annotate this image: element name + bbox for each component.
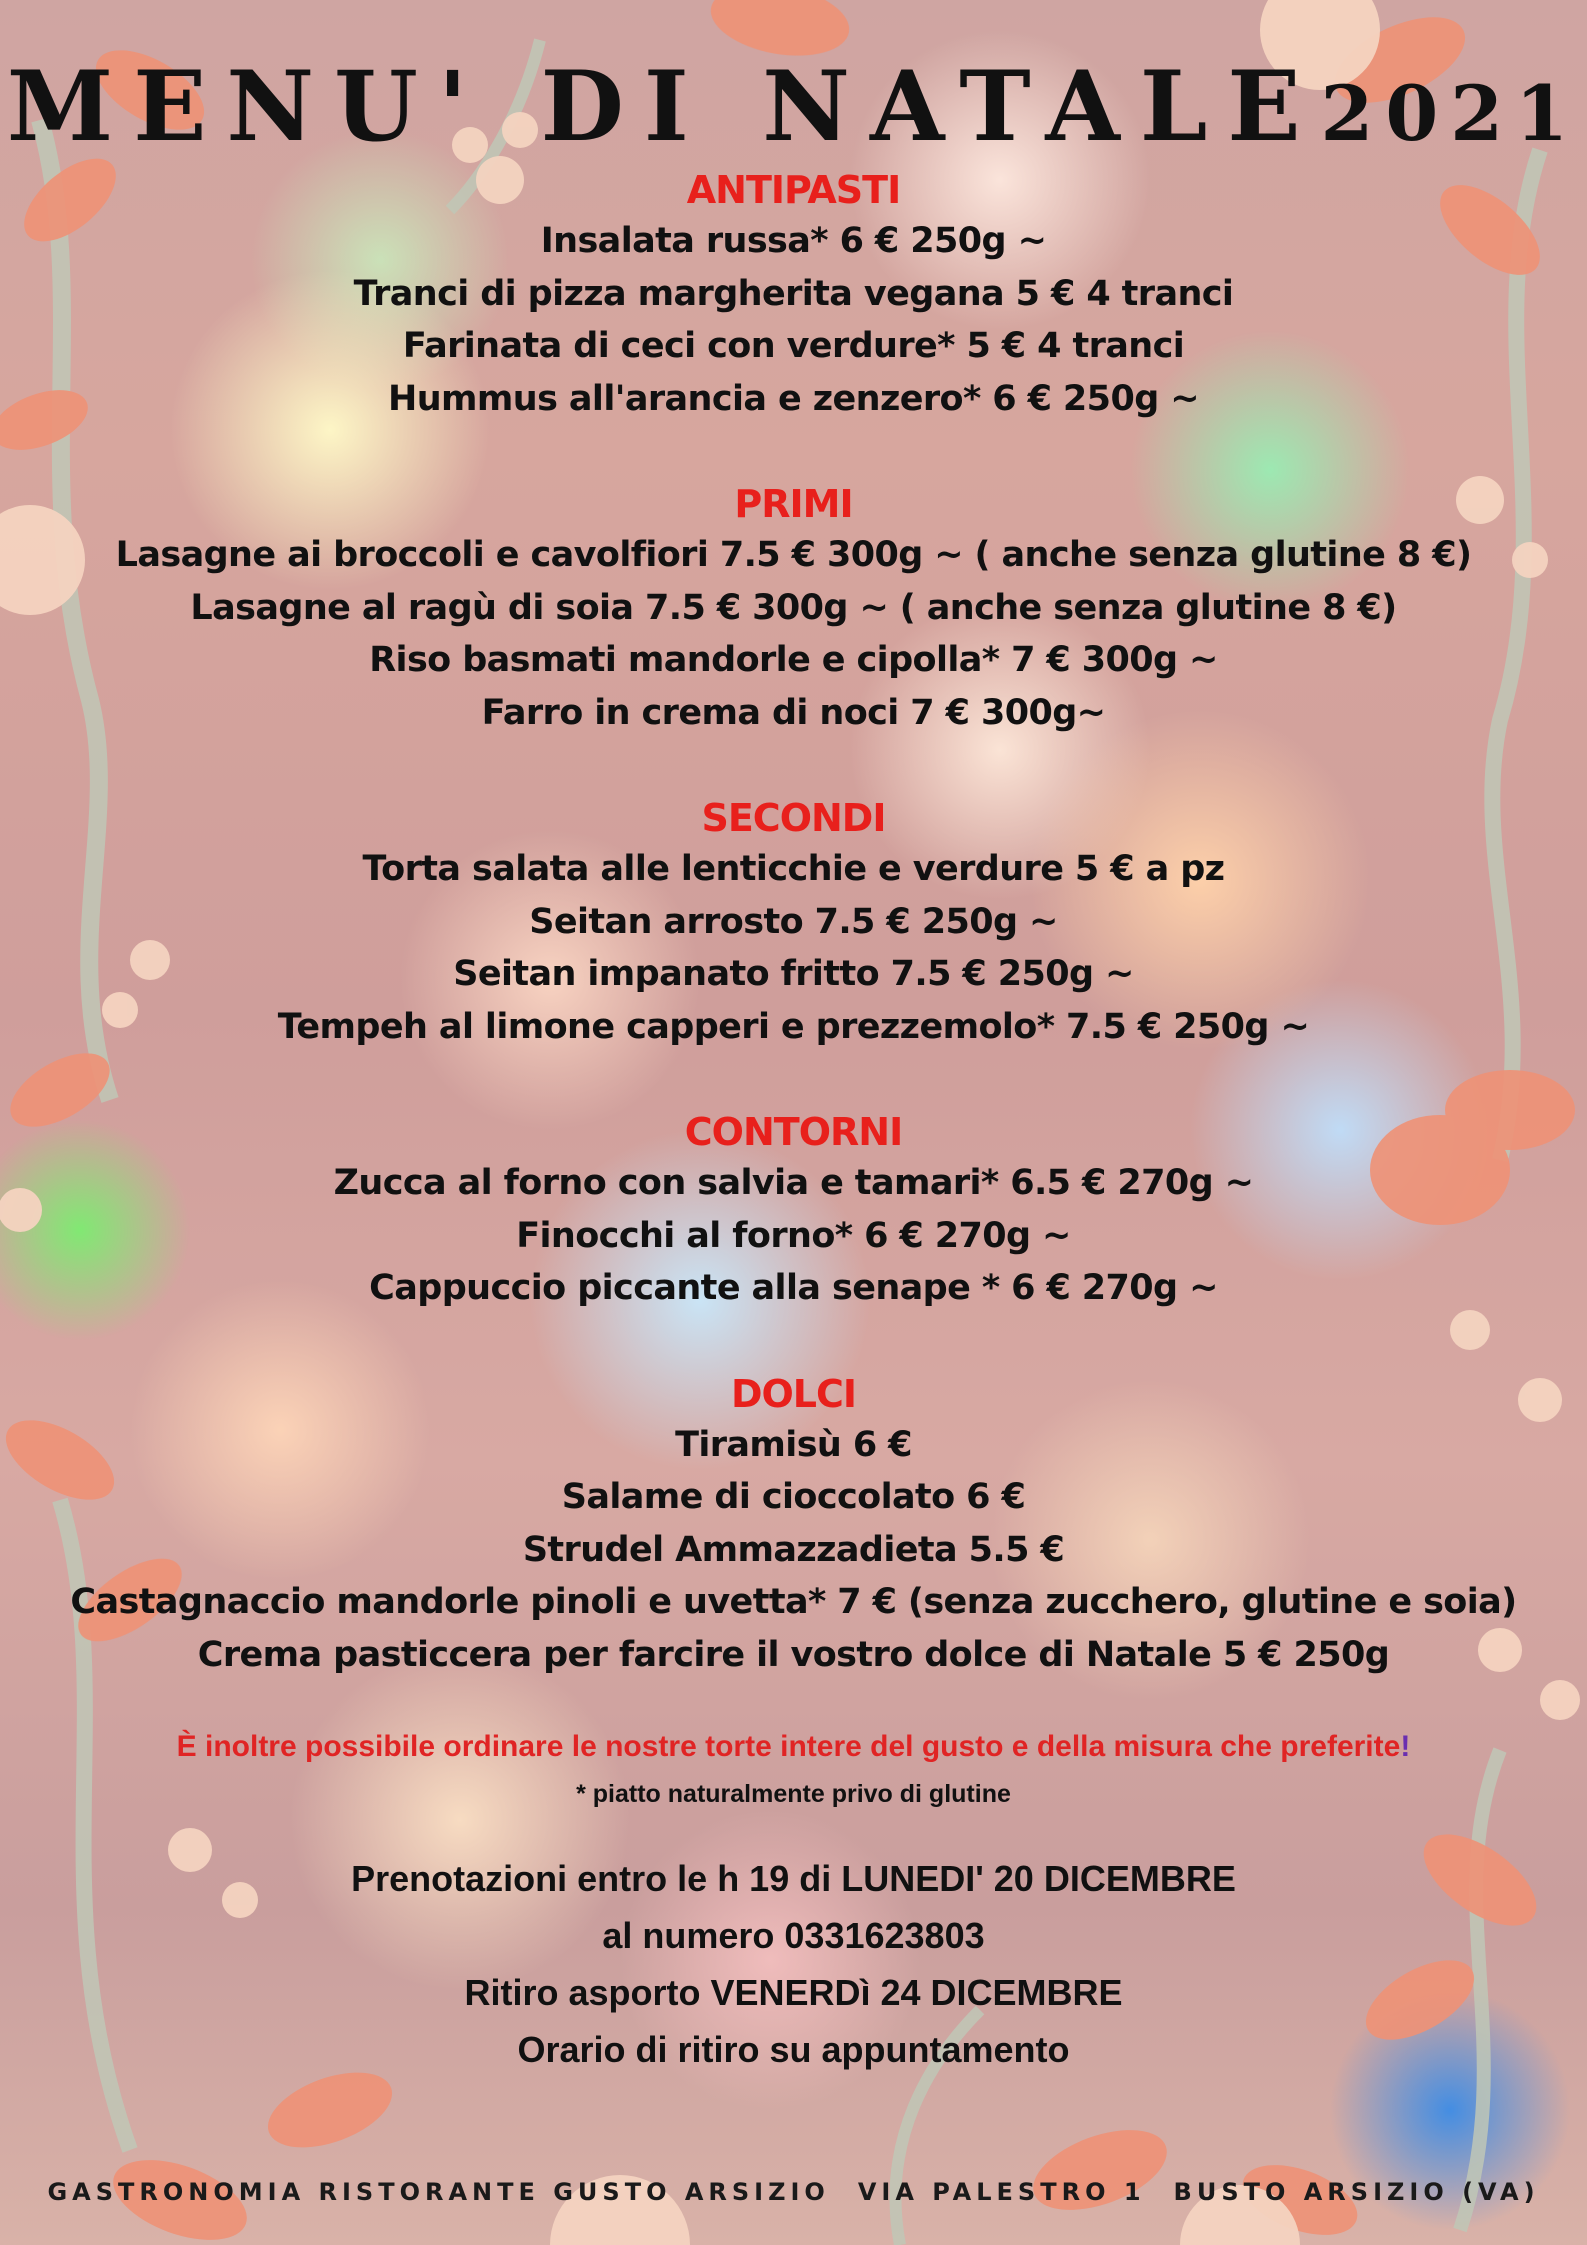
menu-item: Lasagne al ragù di soia 7.5 € 300g ~ ( anche senza glutine 8 €) <box>190 587 1397 628</box>
booking-info <box>0 1850 1587 2078</box>
menu-item: Tiramisù 6 € <box>675 1424 912 1465</box>
menu-sections <box>0 165 1587 1735</box>
section-title: SECONDI <box>701 796 886 840</box>
footer-address: VIA PALESTRO 1 <box>857 2178 1146 2206</box>
gluten-free-note: * piatto naturalmente privo di glutine <box>576 1780 1011 1808</box>
section-title: CONTORNI <box>684 1110 903 1154</box>
menu-item: Tranci di pizza margherita vegana 5 € 4 tranci <box>353 273 1234 314</box>
phone-number: al numero 0331623803 <box>602 1915 985 1956</box>
menu-item: Seitan arrosto 7.5 € 250g ~ <box>529 901 1058 942</box>
section-dolci <box>0 1369 1587 1682</box>
menu-title <box>0 50 1587 163</box>
menu-item: Strudel Ammazzadieta 5.5 € <box>522 1529 1065 1570</box>
whole-cakes-exclamation: ! <box>1400 1730 1411 1763</box>
menu-item: Crema pasticcera per farcire il vostro dolce di Natale 5 € 250g <box>197 1634 1390 1675</box>
booking-deadline: Prenotazioni entro le h 19 di LUNEDI' 20 DICEMBRE <box>351 1858 1236 1899</box>
section-contorni <box>0 1107 1587 1315</box>
footer-city: BUSTO ARSIZIO (VA) <box>1173 2178 1540 2206</box>
pickup-date: Ritiro asporto VENERDì 24 DICEMBRE <box>464 1972 1123 2013</box>
section-secondi <box>0 793 1587 1053</box>
menu-item: Torta salata alle lenticchie e verdure 5 € a pz <box>362 849 1225 889</box>
menu-title-main: MENU' DI NATALE <box>6 50 1321 163</box>
menu-item: Riso basmati mandorle e cipolla* 7 € 300g ~ <box>369 640 1218 680</box>
menu-item: Castagnaccio mandorle pinoli e uvetta* 7 € (senza zucchero, glutine e soia) <box>70 1582 1517 1622</box>
menu-item: Salame di cioccolato 6 € <box>561 1477 1026 1517</box>
menu-item: Farro in crema di noci 7 € 300g~ <box>481 692 1106 733</box>
whole-cakes-note <box>0 1730 1587 1764</box>
section-antipasti <box>0 165 1587 425</box>
menu-title-year: 2021 <box>1320 69 1581 158</box>
menu-item: Hummus all'arancia e zenzero* 6 € 250g ~ <box>388 378 1199 419</box>
section-title: DOLCI <box>730 1371 857 1416</box>
pickup-hours: Orario di ritiro su appuntamento <box>517 2029 1070 2070</box>
section-title: PRIMI <box>734 482 853 526</box>
menu-item: Seitan impanato fritto 7.5 € 250g ~ <box>453 954 1134 994</box>
menu-item: Lasagne ai broccoli e cavolfiori 7.5 € 300g ~ ( anche senza glutine 8 €) <box>115 535 1472 575</box>
menu-item: Cappuccio piccante alla senape * 6 € 270g ~ <box>369 1268 1218 1308</box>
section-title: ANTIPASTI <box>686 168 901 212</box>
section-primi <box>0 479 1587 739</box>
menu-item: Tempeh al limone capperi e prezzemolo* 7.5 € 250g ~ <box>277 1006 1310 1047</box>
footer-restaurant-name: GASTRONOMIA RISTORANTE GUSTO ARSIZIO <box>47 2178 830 2206</box>
whole-cakes-text: È inoltre possibile ordinare le nostre torte intere del gusto e della misura che preferite <box>176 1730 1401 1763</box>
menu-item: Farinata di ceci con verdure* 5 € 4 tranci <box>402 326 1185 366</box>
menu-item: Zucca al forno con salvia e tamari* 6.5 € 270g ~ <box>333 1163 1254 1203</box>
menu-item: Insalata russa* 6 € 250g ~ <box>540 221 1047 261</box>
footer <box>0 2178 1587 2206</box>
menu-item: Finocchi al forno* 6 € 270g ~ <box>516 1215 1071 1256</box>
